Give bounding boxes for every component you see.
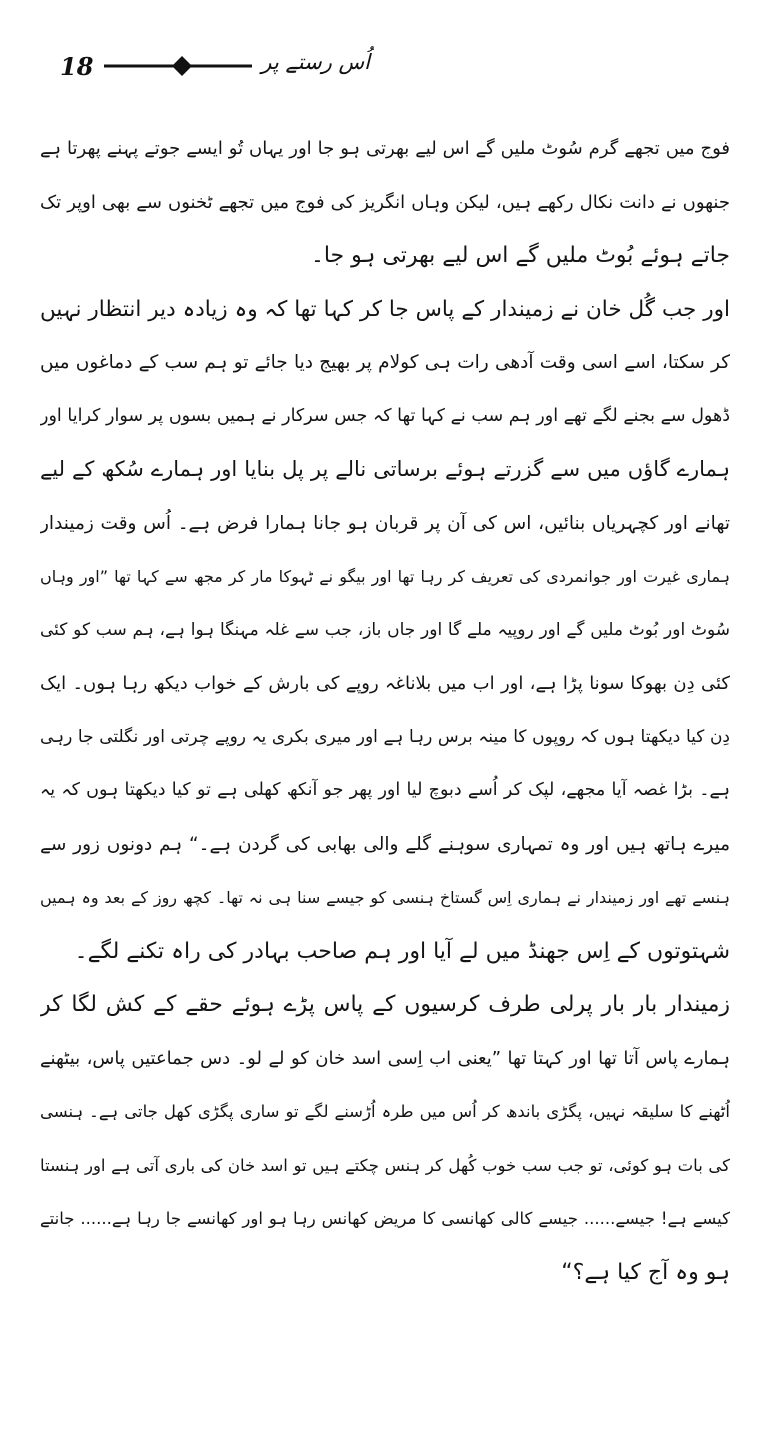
diamond-ornament-icon <box>102 54 262 78</box>
page-number: 18 <box>60 52 94 81</box>
text-line: اور جب گُل خان نے زمیندار کے پاس جا کر کہا تھا کہ وہ زیادہ دیر انتظار نہیں <box>40 296 730 322</box>
text-line: ہمارے گاؤں میں سے گزرتے ہوئے برساتی نالے پر پل بنایا اور ہمارے سُکھ کے لیے <box>40 457 730 481</box>
text-line: ہے۔ بڑا غصہ آیا مجھے، لپک کر اُسے دبوچ لیا اور پھر جو آنکھ کھلی ہے تو کیا دیکھتا ہوں کہ یہ <box>40 780 730 800</box>
text-line: دِن کیا دیکھتا ہوں کہ روپوں کا مینہ برس رہا ہے اور میری بکری یہ روپے چرتی اور نگلتی جا رہی <box>40 726 730 747</box>
text-line: ہنسے تھے اور زمیندار نے ہماری اِس گستاخ ہنسی کو جیسے سنا ہی نہ تھا۔ کچھ روز کے بعد وہ ہمیں <box>40 888 730 907</box>
text-line: شہتوتوں کے اِس جھنڈ میں لے آیا اور ہم صاحب بہادر کی راہ تکنے لگے۔ <box>74 938 730 964</box>
text-line: کر سکتا، اسے اسی وقت آدھی رات ہی کولام پر بھیج دیا جائے تو ہم سب کے دماغوں میں <box>40 352 730 373</box>
text-line: تھانے اور کچہریاں بنائیں، اس کی آن پر قربان ہو جانا ہمارا فرض ہے۔ اُس وقت زمیندار <box>40 512 730 534</box>
text-line: کی بات ہو کوئی، تو جب سب خوب کُھل کر ہنس چکتے ہیں تو اسد خان کی باری آتی ہے اور ہنستا <box>40 1155 730 1175</box>
text-line: میرے ہاتھ ہیں اور وہ تمہاری سوہنے گلے والی بھابی کی گردن ہے۔“ ہم دونوں زور سے <box>40 833 730 855</box>
text-line: کیسے ہے! جیسے...... جیسے کالی کھانسی کا مریض کھانس رہا ہو اور کھانسے جا رہا ہے...... جانتے <box>40 1209 730 1228</box>
text-line: ہمارے پاس آتا تھا اور کہتا تھا ”یعنی اب اِسی اسد خان کو لے لو۔ دس جماعتیں پاس، بیٹھنے <box>40 1047 730 1069</box>
text-line: جنھوں نے دانت نکال رکھے ہیں، لیکن وہاں انگریز کی فوج میں تجھے ٹخنوں سے بھی اوپر تک <box>40 191 730 213</box>
text-line: کئی دِن بھوکا سونا پڑا ہے، اور اب میں بلاناغہ روپے کی بارش کے خواب دیکھ رہا ہوں۔ ایک <box>40 673 730 694</box>
text-line: زمیندار بار بار پرلی طرف کرسیوں کے پاس پڑے ہوئے حقے کے کش لگا کر <box>40 992 730 1017</box>
running-header-title: اُس رستے پر <box>261 50 370 74</box>
page-header <box>60 48 720 88</box>
text-line: اُٹھنے کا سلیقہ نہیں، پگڑی باندھ کر اُس میں طرہ اُڑسنے لگے تو ساری پگڑی کھل جاتی ہے۔ ہنسی <box>40 1102 730 1121</box>
text-line: سُوٹ اور بُوٹ ملیں گے اور روپیہ ملے گا اور جاں باز، جب سے غلہ مہنگا ہوا ہے، ہم سب کو کئی <box>40 619 730 640</box>
text-line: فوج میں تجھے گرم سُوٹ ملیں گے اس لیے بھرتی ہو جا اور یہاں تُو ایسے جوتے پہنے پھرتا ہے <box>40 138 730 159</box>
body-text <box>40 122 730 1299</box>
text-line: ہماری غیرت اور جوانمردی کی تعریف کر رہا تھا اور بیگو نے ٹہوکا مار کر مجھ سے کہا تھا ”اور وہاں <box>40 567 730 586</box>
text-line: ڈھول سے بجنے لگے تھے اور ہم سب نے کہا تھا کہ جس سرکار نے ہمیں بسوں پر سوار کرایا اور <box>40 405 730 426</box>
text-line: ہو وہ آج کیا ہے؟“ <box>561 1259 730 1285</box>
text-line: جاتے ہوئے بُوٹ ملیں گے اس لیے بھرتی ہو جا۔ <box>310 243 730 268</box>
